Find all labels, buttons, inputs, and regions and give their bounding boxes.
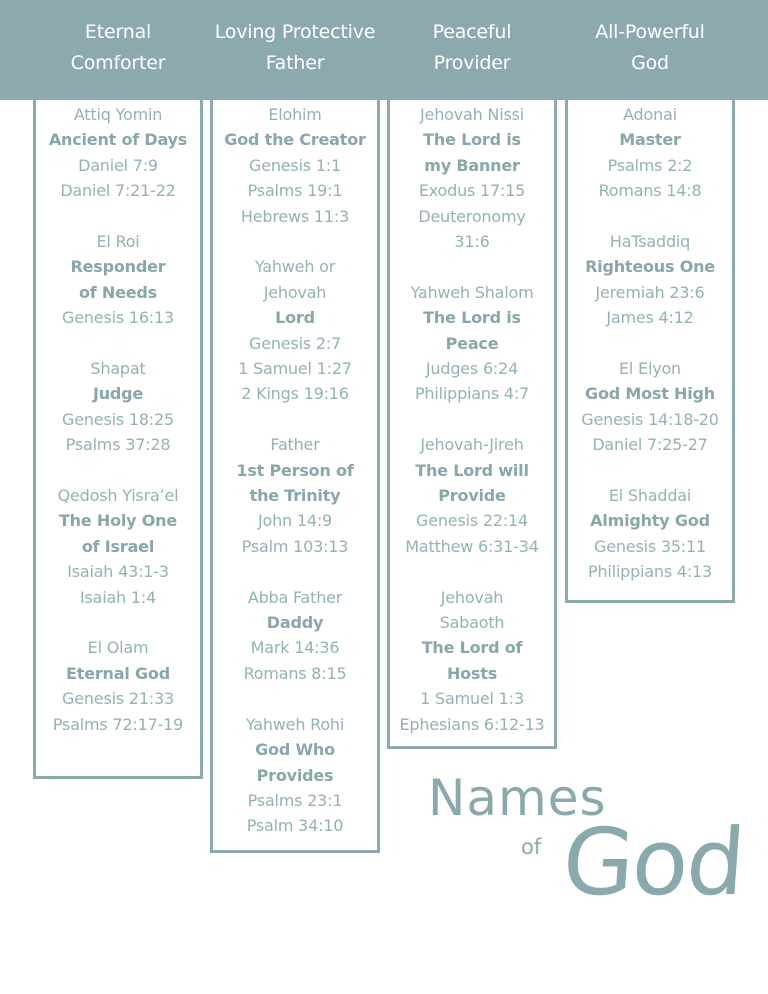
name-meaning: The Lord is [423,130,521,150]
column-heading-line: Loving Protective [214,21,376,43]
name-meaning: Hosts [446,663,498,683]
hebrew-name: Yahweh or [254,257,336,277]
name-entry [390,280,554,407]
scripture-reference: Psalm 103:13 [241,536,349,556]
names-column-all-powerful-god [565,100,735,603]
scripture-reference: Isaiah 43:1-3 [67,562,169,582]
scripture-reference: 1 Samuel 1:3 [420,689,524,709]
hebrew-name: Qedosh Yisra’el [57,486,179,506]
scripture-reference: Genesis 1:1 [249,155,341,175]
scripture-reference: Psalms 37:28 [65,435,171,455]
column-heading-peaceful-provider [383,17,561,79]
hebrew-name: Jehovah-Jireh [420,435,524,455]
column-heading-line: Peaceful [432,21,512,43]
scripture-reference: Philippians 4:13 [588,562,712,582]
names-list [568,100,732,585]
hebrew-name: El Elyon [619,359,681,379]
column-heading-loving-protective-father [206,17,384,79]
hebrew-name: Elohim [268,105,322,124]
hebrew-name: Sabaoth [439,613,505,633]
scripture-reference: Deuteronomy [418,206,526,226]
name-entry [213,712,377,839]
scripture-reference: Jeremiah 23:6 [595,282,705,302]
name-meaning: God the Creator [224,130,366,150]
scripture-reference: 2 Kings 19:16 [241,384,349,404]
scripture-reference: Psalms 72:17-19 [52,714,184,734]
scripture-reference: Psalm 34:10 [246,816,344,836]
scripture-reference: James 4:12 [606,308,694,328]
column-heading-line: Provider [433,52,511,74]
name-entry [390,102,554,254]
scripture-reference: Psalms 19:1 [247,181,343,201]
scripture-reference: Genesis 35:11 [594,536,706,556]
name-entry [213,102,377,229]
name-meaning: of Israel [81,536,155,556]
hebrew-name: Shapat [90,359,146,379]
column-heading-line: All-Powerful [595,21,705,43]
scripture-reference: Philippians 4:7 [414,384,529,404]
scripture-reference: Genesis 22:14 [416,511,528,531]
name-meaning: the Trinity [249,486,341,506]
hebrew-name: Jehovah Nissi [420,105,524,124]
name-meaning: God Who [255,740,335,760]
name-meaning: Daddy [266,613,324,633]
name-entry [568,229,732,331]
page-title-names: Names [428,769,607,827]
scripture-reference: Psalms 23:1 [247,790,343,810]
names-list [36,100,200,737]
scripture-reference: Romans 8:15 [243,663,347,683]
page-title-of: of [521,835,542,859]
name-entry [213,585,377,687]
name-meaning: Judge [92,384,144,404]
name-entry [36,483,200,610]
header-band [0,0,768,100]
name-meaning: Lord [275,308,315,328]
name-meaning: 1st Person of [236,460,354,480]
names-list [213,100,377,839]
names-column-peaceful-provider [387,100,557,749]
name-meaning: Eternal God [66,663,170,683]
hebrew-name: El Shaddai [608,486,692,506]
scripture-reference: Psalms 2:2 [607,155,693,175]
name-entry [213,432,377,559]
column-heading-line: God [631,52,669,74]
name-meaning: Ancient of Days [48,130,188,150]
scripture-reference: Daniel 7:25-27 [592,435,708,455]
scripture-reference: Daniel 7:21-22 [60,181,176,201]
scripture-reference: Genesis 16:13 [62,308,174,328]
name-meaning: Provides [256,765,334,785]
scripture-reference: Genesis 21:33 [62,689,174,709]
hebrew-name: Abba Father [247,587,343,607]
name-meaning: Almighty God [590,511,710,531]
hebrew-name: HaTsaddiq [609,232,691,252]
name-entry [390,585,554,737]
name-entry [568,356,732,458]
scripture-reference: Judges 6:24 [425,359,519,379]
column-heading-line: Eternal [84,21,152,43]
name-meaning: God Most High [585,384,715,404]
names-column-loving-protective-father [210,100,380,853]
hebrew-name: El Roi [96,232,140,252]
column-heading-line: Father [265,52,325,74]
hebrew-name: Yahweh Shalom [410,282,534,302]
name-entry [36,635,200,737]
name-meaning: Responder [70,257,166,277]
name-entry [36,356,200,458]
names-column-eternal-comforter [33,100,203,779]
name-meaning: of Needs [79,282,157,302]
scripture-reference: Hebrews 11:3 [240,206,350,226]
name-meaning: The Lord will [415,460,529,480]
column-heading-eternal-comforter [29,17,207,79]
scripture-reference: Romans 14:8 [598,181,702,201]
hebrew-name: Adonai [623,105,677,124]
scripture-reference: 31:6 [454,232,490,252]
scripture-reference: Ephesians 6:12-13 [399,714,545,734]
scripture-reference: Isaiah 1:4 [79,587,157,607]
scripture-reference: Matthew 6:31-34 [405,536,539,556]
scripture-reference: Exodus 17:15 [418,181,526,201]
name-entry [390,432,554,559]
name-entry [568,483,732,585]
hebrew-name: Father [270,435,320,455]
name-meaning: Provide [438,486,506,506]
scripture-reference: 1 Samuel 1:27 [238,359,352,379]
name-meaning: The Lord is [423,308,521,328]
scripture-reference: John 14:9 [257,511,332,531]
scripture-reference: Genesis 14:18-20 [581,409,719,429]
name-entry [568,102,732,204]
scripture-reference: Mark 14:36 [250,638,340,658]
column-heading-line: Comforter [70,52,166,74]
hebrew-name: Jehovah [263,282,327,302]
name-meaning: The Lord of [421,638,523,658]
hebrew-name: Jehovah [440,587,504,607]
name-meaning: my Banner [424,155,520,175]
name-entry [213,254,377,406]
name-entry [36,102,200,204]
name-meaning: Peace [445,333,499,353]
name-meaning: Righteous One [585,257,715,277]
column-heading-all-powerful-god [561,17,739,79]
hebrew-name: Attiq Yomin [73,105,163,124]
names-list [390,100,554,737]
page-title-god: God [559,809,747,916]
name-meaning: Master [619,130,681,150]
hebrew-name: El Olam [87,638,149,658]
name-meaning: The Holy One [58,511,178,531]
scripture-reference: Genesis 2:7 [249,333,341,353]
name-entry [36,229,200,331]
scripture-reference: Genesis 18:25 [62,409,174,429]
hebrew-name: Yahweh Rohi [245,714,345,734]
scripture-reference: Daniel 7:9 [78,155,158,175]
